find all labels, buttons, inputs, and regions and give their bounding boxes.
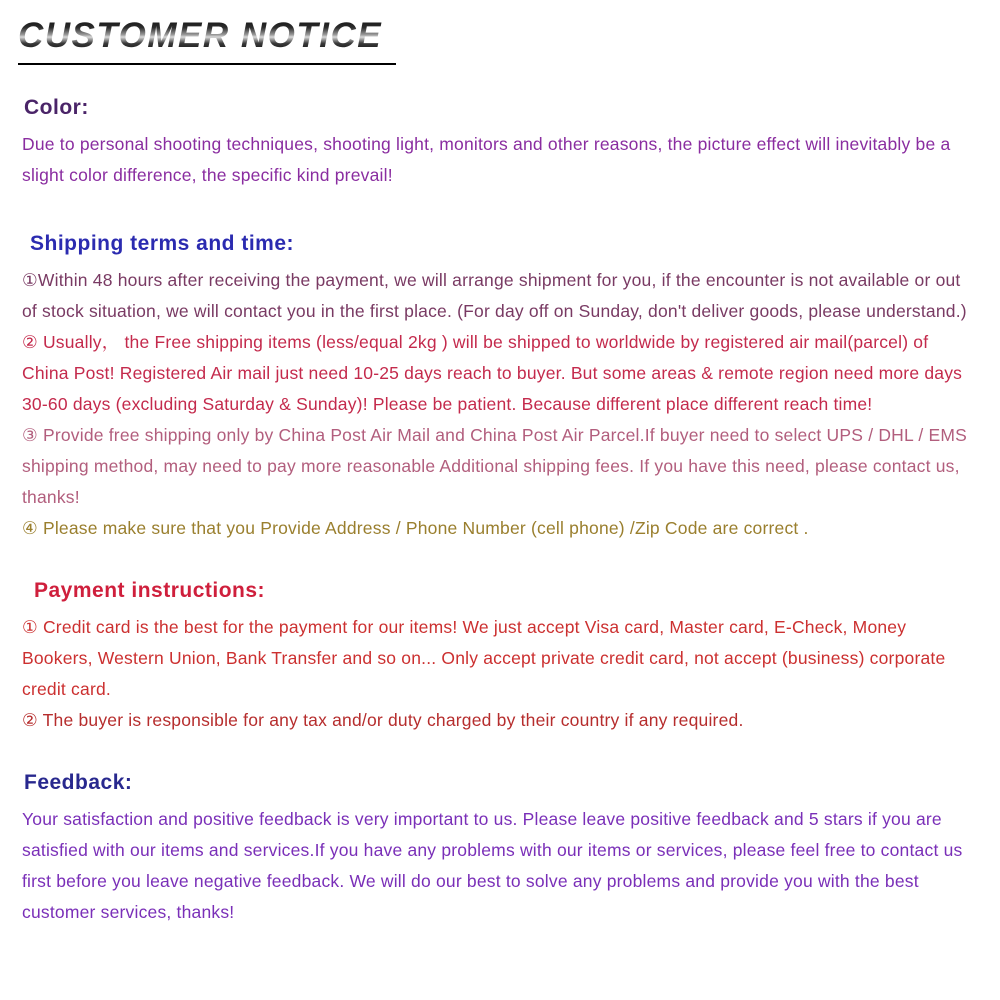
shipping-heading: Shipping terms and time: xyxy=(30,232,295,255)
feedback-heading: Feedback: xyxy=(24,771,133,794)
shipping-items xyxy=(22,265,978,544)
shipping-item-3: ③ Provide free shipping only by China Post Air Mail and China Post Air Parcel.If buyer need to select UPS / DHL / EMS shipping method, may need to pay more reasonable Additional shipping fees. If you have this need, please contact us, thanks! xyxy=(22,425,967,507)
section-payment xyxy=(22,578,978,736)
payment-item-1: ① Credit card is the best for the payment for our items! We just accept Visa card, Master card, E-Check, Money Bookers, Western Union, Bank Transfer and so on... Only accept private credit card, not accept (business) corporate credit card. xyxy=(22,617,946,699)
section-feedback xyxy=(22,770,978,928)
title-underline xyxy=(18,16,396,65)
payment-heading: Payment instructions: xyxy=(34,579,266,602)
feedback-body-text: Your satisfaction and positive feedback is very important to us. Please leave positive feedback and 5 stars if you are satisfied with our items and services.If you have any problems with our items or services, please feel free to contact us first before you leave negative feedback. We will do our best to solve any problems and provide you with the best customer services, thanks! xyxy=(22,809,963,922)
color-heading: Color: xyxy=(24,96,89,119)
page-title: CUSTOMER NOTICE xyxy=(18,16,383,55)
section-shipping xyxy=(22,231,978,544)
color-body-text: Due to personal shooting techniques, shooting light, monitors and other reasons, the picture effect will inevitably be a slight color difference, the specific kind prevail! xyxy=(22,134,951,185)
section-color xyxy=(22,95,978,191)
shipping-item-2: ② Usually， the Free shipping items (less/equal 2kg ) will be shipped to worldwide by registered air mail(parcel) of China Post! Registered Air mail just need 10-25 days reach to buyer. But some areas & remote region need more days 30-60 days (excluding Saturday & Sunday)! Please be patient. Because different place different reach time! xyxy=(22,332,963,414)
shipping-item-1: ①Within 48 hours after receiving the payment, we will arrange shipment for you, if the encounter is not available or out of stock situation, we will contact you in the first place. (For day off on Sunday, don't deliver goods, please understand.) xyxy=(22,270,967,321)
payment-items xyxy=(22,612,978,736)
payment-item-2: ② The buyer is responsible for any tax and/or duty charged by their country if any required. xyxy=(22,710,744,730)
shipping-item-4: ④ Please make sure that you Provide Address / Phone Number (cell phone) /Zip Code are correct . xyxy=(22,518,809,538)
